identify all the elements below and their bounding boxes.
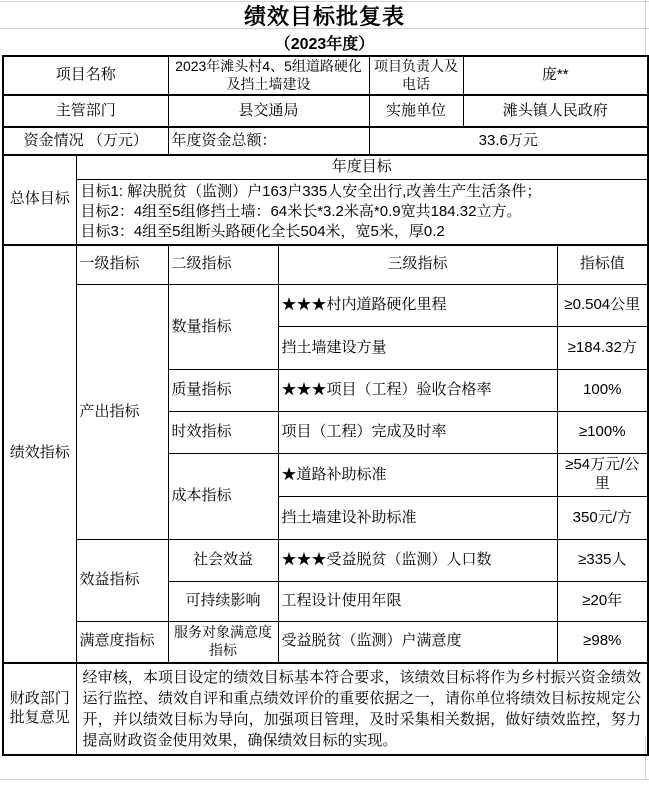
table-row <box>3 155 648 179</box>
value-wall-volume: ≥184.32方 <box>557 327 648 370</box>
table-row <box>3 245 648 285</box>
goal-line-2: 目标2：4组至5组修挡土墙：64米长*3.2米高*0.9宽共184.32立方。 <box>80 202 522 220</box>
header-level1: 一级指标 <box>76 245 168 285</box>
level2-cost: 成本指标 <box>168 454 278 540</box>
value-benefit-population: ≥335人 <box>557 540 648 582</box>
table-row <box>3 622 648 663</box>
gridline-bottom <box>0 779 649 780</box>
table-row <box>3 56 648 95</box>
indicator-wall-subsidy: 挡土墙建设补助标准 <box>278 497 557 540</box>
level2-social-benefit: 社会效益 <box>168 540 278 582</box>
project-name-value: 2023年滩头村4、5组道路硬化及挡土墙建设 <box>168 56 369 95</box>
indicator-acceptance-rate: ★★★项目（工程）验收合格率 <box>278 370 557 412</box>
approval-form-table <box>2 55 649 756</box>
annual-goal-content <box>76 179 648 245</box>
opinion-text: 经审核，本项目设定的绩效目标基本符合要求，该绩效目标将作为乡村振兴资金绩效运行监控、绩效自评和重点绩效评价的重要依据之一，请你单位将绩效目标按规定公开，并以绩效目标为导向，加强项目管理，及时采集相关数据，做好绩效监控，努力提高财政资金使用效果，确保绩效目标的实现。 <box>76 663 648 755</box>
leader-label: 项目负责人及电话 <box>369 56 463 95</box>
indicators-label: 绩效指标 <box>3 245 76 663</box>
value-completion-rate: ≥100% <box>557 412 648 454</box>
indicator-completion-rate: 项目（工程）完成及时率 <box>278 412 557 454</box>
impl-unit-label: 实施单位 <box>369 95 463 127</box>
level2-sustainability: 可持续影响 <box>168 582 278 622</box>
goal-line-3: 目标3：4组至5组断头路硬化全长504米，宽5米，厚0.2 <box>80 222 445 240</box>
table-row <box>3 285 648 327</box>
level1-output: 产出指标 <box>76 285 168 540</box>
table-row <box>3 663 648 755</box>
level1-satisfaction: 满意度指标 <box>76 622 168 663</box>
indicator-benefit-population: ★★★受益脱贫（监测）人口数 <box>278 540 557 582</box>
opinion-label: 财政部门批复意见 <box>3 663 76 755</box>
overall-goal-label: 总体目标 <box>3 155 76 245</box>
indicator-wall-volume: 挡土墙建设方量 <box>278 327 557 370</box>
level2-quantity: 数量指标 <box>168 285 278 370</box>
header-level3: 三级指标 <box>278 245 557 285</box>
header-level2: 二级指标 <box>168 245 278 285</box>
table-row <box>3 179 648 245</box>
dept-value: 县交通局 <box>168 95 369 127</box>
level2-timeliness: 时效指标 <box>168 412 278 454</box>
indicator-design-life: 工程设计使用年限 <box>278 582 557 622</box>
value-design-life: ≥20年 <box>557 582 648 622</box>
impl-unit-value: 滩头镇人民政府 <box>463 95 648 127</box>
header-value: 指标值 <box>557 245 648 285</box>
project-name-label: 项目名称 <box>3 56 168 95</box>
value-wall-subsidy: 350元/方 <box>557 497 648 540</box>
indicator-road-subsidy: ★道路补助标准 <box>278 454 557 497</box>
dept-label: 主管部门 <box>3 95 168 127</box>
goal-line-1: 目标1: 解决脱贫（监测）户163户335人安全出行,改善生产生活条件； <box>80 182 542 200</box>
indicator-household-satisfaction: 受益脱贫（监测）户满意度 <box>278 622 557 663</box>
page-subtitle: （2023年度） <box>274 35 375 53</box>
value-road-subsidy: ≥54万元/公里 <box>557 454 648 497</box>
leader-value: 庞** <box>463 56 648 95</box>
fund-label: 资金情况 （万元） <box>3 127 168 155</box>
level2-quality: 质量指标 <box>168 370 278 412</box>
level1-benefit: 效益指标 <box>76 540 168 622</box>
annual-goal-header: 年度目标 <box>76 155 648 179</box>
table-row <box>3 127 648 155</box>
value-acceptance-rate: 100% <box>557 370 648 412</box>
fund-total-label: 年度资金总额： <box>168 127 369 155</box>
page-title: 绩效目标批复表 <box>243 4 405 29</box>
value-household-satisfaction: ≥98% <box>557 622 648 663</box>
table-row <box>3 95 648 127</box>
level2-service-satisfaction: 服务对象满意度指标 <box>168 622 278 663</box>
indicator-road-mileage: ★★★村内道路硬化里程 <box>278 285 557 327</box>
value-road-mileage: ≥0.504公里 <box>557 285 648 327</box>
table-row <box>3 540 648 582</box>
fund-total-value: 33.6万元 <box>369 127 648 155</box>
